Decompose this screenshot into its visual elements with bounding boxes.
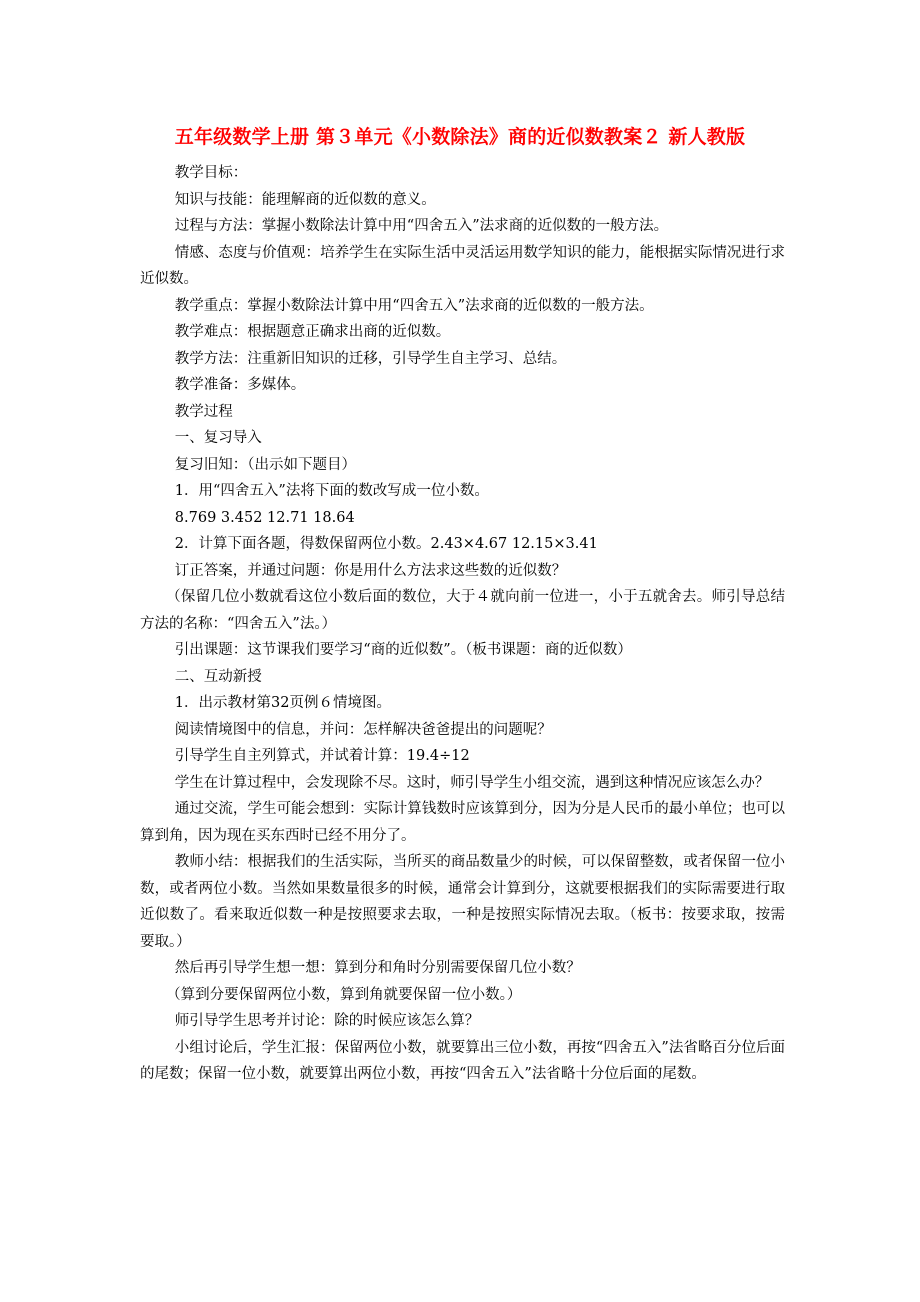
paragraph: 教学方法：注重新旧知识的迁移，引导学生自主学习、总结。: [174, 350, 567, 367]
paragraph: 过程与方法：掌握小数除法计算中用“四舍五入”法求商的近似数的一般方法。: [174, 218, 669, 234]
paragraph: 8.769 3.452 12.71 18.64: [174, 509, 355, 526]
paragraph: 引导学生自主列算式，并试着计算：19.4÷12: [174, 748, 470, 764]
document-title: 五年级数学上册 第３单元《小数除法》商的近似数教案２ 新人教版: [174, 126, 746, 148]
paragraph: 2．计算下面各题，得数保留两位小数。2.43×4.67 12.15×3.41: [174, 536, 598, 552]
paragraph: 然后再引导学生想一想：算到分和角时分别需要保留几位小数？: [174, 960, 581, 976]
document-body: [140, 160, 785, 1088]
paragraph: （保留几位小数就看这位小数后面的数位，大于４就向前一位进一，小于五就舍去。师引导总结方法的名称：“四舍五入”法。）: [140, 589, 785, 632]
paragraph: 教学准备：多媒体。: [174, 377, 306, 393]
paragraph: 师引导学生思考并讨论：除的时候应该怎么算？: [174, 1013, 480, 1029]
paragraph: 复习旧知：（出示如下题目）: [174, 456, 357, 473]
paragraph: 1．用“四舍五入”法将下面的数改写成一位小数。: [174, 483, 489, 499]
section-heading: 教学过程: [174, 403, 233, 420]
paragraph: 教学目标：: [174, 165, 248, 181]
section-heading: 二、互动新授: [174, 668, 262, 685]
paragraph: 教师小结：根据我们的生活实际，当所买的商品数量少的时候，可以保留整数，或者保留一位小数，或者两位小数。当然如果数量很多的时候，通常会计算到分，这就要根据我们的实际需要进行取近似数了。看来取近似数一种是按照要求去取，一种是按照实际情况去取。（板书：按要求取，按需要取。）: [140, 854, 785, 950]
paragraph: （算到分要保留两位小数，算到角就要保留一位小数。）: [166, 986, 522, 1003]
paragraph: 教学难点：根据题意正确求出商的近似数。: [174, 324, 451, 340]
paragraph: 引出课题：这节课我们要学习“商的近似数”。（板书课题：商的近似数）: [174, 642, 632, 658]
section-heading: 一、复习导入: [174, 430, 262, 446]
paragraph: 通过交流，学生可能会想到：实际计算钱数时应该算到分，因为分是人民币的最小单位；也可以算到角，因为现在买东西时已经不用分了。: [140, 801, 785, 844]
paragraph: 小组讨论后，学生汇报：保留两位小数，就要算出三位小数，再按“四舍五入”法省略百分位后面的尾数；保留一位小数，就要算出两位小数，再按“四舍五入”法省略十分位后面的尾数。: [140, 1039, 785, 1082]
paragraph: 阅读情境图中的信息，并问：怎样解决爸爸提出的问题呢？: [174, 721, 552, 738]
paragraph: 学生在计算过程中，会发现除不尽。这时，师引导学生小组交流，遇到这种情况应该怎么办？: [174, 774, 770, 791]
paragraph: 教学重点：掌握小数除法计算中用“四舍五入”法求商的近似数的一般方法。: [174, 297, 654, 314]
paragraph: 订正答案，并通过问题：你是用什么方法求这些数的近似数？: [174, 562, 567, 579]
paragraph: 情感、态度与价值观：培养学生在实际生活中灵活运用数学知识的能力，能根据实际情况进行求近似数。: [140, 244, 785, 287]
paragraph: 知识与技能：能理解商的近似数的意义。: [174, 191, 436, 208]
paragraph: 1．出示教材第32页例６情境图。: [174, 695, 391, 711]
